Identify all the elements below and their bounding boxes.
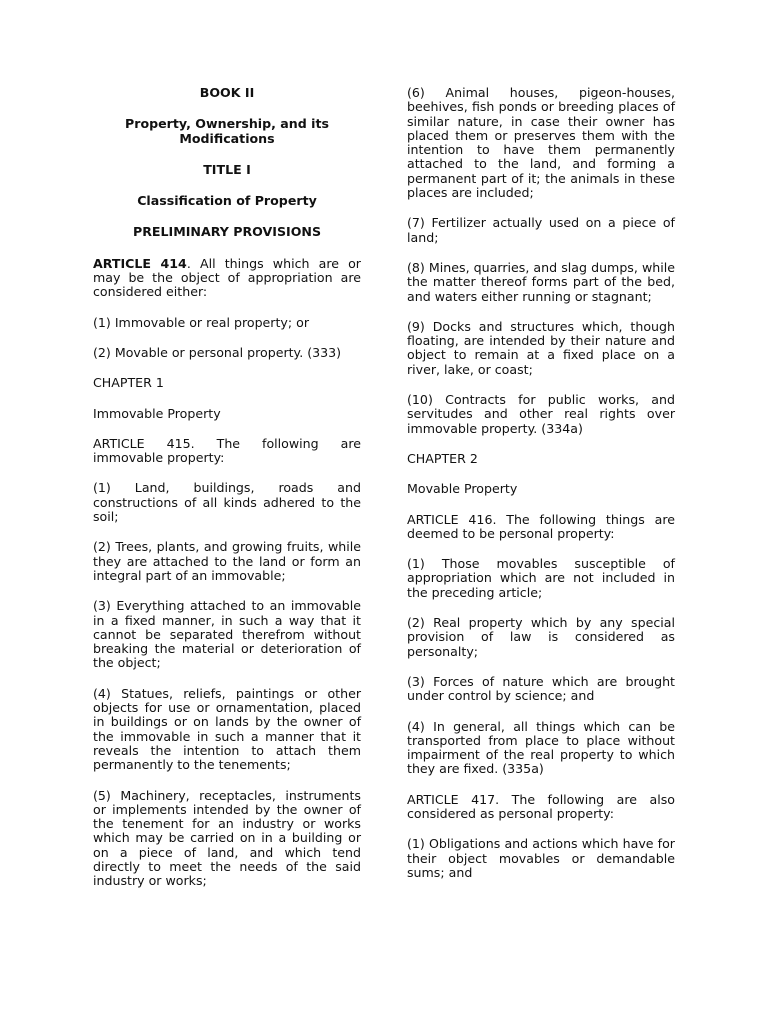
article-416-item-1: (1) Those movables susceptible of appropriation which are not included in the preceding article; [407,556,675,600]
article-415-item-5: (5) Machinery, receptacles, instruments or implements intended by the owner of the tenement for an industry or works which may be carried on in a building or on a piece of land, and which tend directly to meet the needs of the said industry or works; [93,787,361,889]
article-414 [93,257,361,300]
chapter-1-title: Immovable Property [93,405,221,421]
article-415: ARTICLE 415. The following are immovable property: [93,435,361,466]
article-416-item-2: (2) Real property which by any special provision of law is considered as personalty; [407,615,675,659]
article-415-item-4: (4) Statues, reliefs, paintings or other objects for use or ornamentation, placed in buildings or on lands by the owner of the immovable in such a manner that it reveals the intention to attach them permanently to the tenements; [93,685,361,773]
book-title: Property, Ownership, and its Modifications [125,116,329,146]
article-417-item-1: (1) Obligations and actions which have for their object movables or demandable sums; and [407,836,675,880]
article-415-item-3: (3) Everything attached to an immovable in a fixed manner, in such a way that it cannot be separated therefrom without breaking the material or deterioration of the object; [93,598,361,671]
article-414-text: . All things which are or may be the object of appropriation are considered either: [93,255,361,300]
title-name: Classification of Property [137,193,317,209]
article-416-item-3: (3) Forces of nature which are brought under control by science; and [407,673,675,704]
preliminary-provisions-heading: PRELIMINARY PROVISIONS [132,224,322,240]
article-416: ARTICLE 416. The following things are deemed to be personal property: [407,511,675,541]
article-416-item-4: (4) In general, all things which can be transported from place to place without impairment of the real property to which they are fixed. (335a) [407,718,675,777]
article-415-item-2: (2) Trees, plants, and growing fruits, while they are attached to the land or form an integral part of an immovable; [93,539,361,583]
right-column [407,86,675,896]
article-414-item-2: (2) Movable or personal property. (333) [93,344,342,360]
title-heading: TITLE I [203,161,251,177]
article-414-item-1: (1) Immovable or real property; or [93,314,310,330]
book-heading: BOOK II [199,85,255,100]
article-415-item-8: (8) Mines, quarries, and slag dumps, while the matter thereof forms part of the bed, and waters either running or stagnant; [407,259,675,304]
article-415-item-6: (6) Animal houses, pigeon-houses, beehives, fish ponds or breeding places of similar nature, in case their owner has placed them or preserves them with the intention to have them permanently attached to the land, and forming a permanent part of it; the animals in these places are included; [407,85,675,201]
article-415-item-1: (1) Land, buildings, roads and constructions of all kinds adhered to the soil; [93,480,361,525]
left-column [93,86,361,905]
chapter-2-heading: CHAPTER 2 [407,450,478,466]
chapter-1-heading: CHAPTER 1 [93,375,164,391]
article-417: ARTICLE 417. The following are also considered as personal property: [407,791,675,821]
article-415-item-7: (7) Fertilizer actually used on a piece of land; [407,215,675,245]
article-415-item-10: (10) Contracts for public works, and servitudes and other real rights over immovable property. (334a) [407,392,675,436]
article-414-label: ARTICLE 414 [93,255,187,271]
chapter-2-title: Movable Property [407,481,518,497]
article-415-item-9: (9) Docks and structures which, though floating, are intended by their nature and object to remain at a fixed place on a river, lake, or coast; [407,318,675,377]
